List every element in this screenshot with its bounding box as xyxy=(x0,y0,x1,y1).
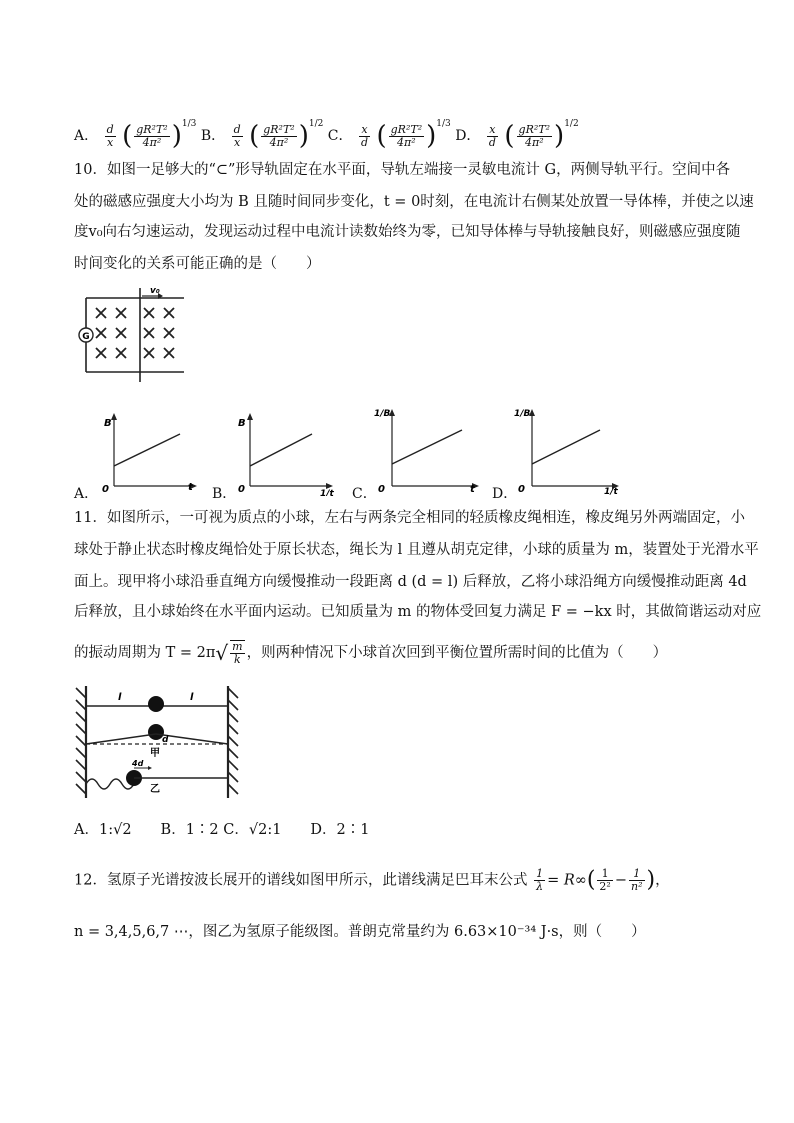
q10-graph-a-option: A． xyxy=(74,486,99,502)
q12-text-line-1 xyxy=(74,868,734,893)
q12-prefix: 12．氢原子光谱按波长展开的谱线如图甲所示，此谱线满足巴耳末公式 xyxy=(74,872,528,889)
graph-c-line xyxy=(392,430,462,464)
graph-b-ylabel: B xyxy=(238,418,246,429)
q11-frac-den: k xyxy=(234,653,241,666)
graph-a-ylabel: B xyxy=(104,418,112,429)
graph-c-xlabel: t xyxy=(470,484,475,495)
graph-a-origin: 0 xyxy=(102,484,109,495)
fig-yi-label: 乙 xyxy=(150,784,160,795)
q10-graph-c xyxy=(372,402,482,496)
v0-label: v₀ xyxy=(150,286,160,296)
q12-text-line-2: n = 3,4,5,6,7 ⋯，图乙为氢原子能级图。普朗克常量约为 6.63×10⁻³⁴ J·s，则（ ） xyxy=(74,924,646,940)
q10-text-line-4: 时间变化的关系可能正确的是（ ） xyxy=(74,256,321,272)
q11-text-line-1: 11．如图所示，一可视为质点的小球，左右与两条完全相同的轻质橡皮绳相连，橡皮绳另外两端固定，小 xyxy=(74,510,745,526)
q11-text-line-5: 的振动周期为 T = 2π√ $\frac{m}{k}$ ，则两种情况下小球首次回到平衡位置所需时间的比值为（ ） xyxy=(74,640,668,666)
q10-graph-c-option: C． xyxy=(352,486,377,502)
graph-a-line xyxy=(114,434,180,466)
graph-a-xlabel: t xyxy=(188,482,193,493)
galvanometer-label: G xyxy=(82,332,90,342)
q9-option-c: C． $\frac{x}{d}$ ( $\frac{\text{gR²T²}}{\text{4π²}}$ )$^{1/3}$ xyxy=(327,119,451,151)
q9-options-row xyxy=(74,114,724,149)
q10-graph-d xyxy=(512,402,622,496)
graph-c-ylabel: 1/B xyxy=(374,409,391,419)
q10-graph-b xyxy=(232,410,336,496)
graph-b-origin: 0 xyxy=(238,484,245,495)
balmer-formula: $\frac{1}{\lambda}$ = R∞( $\frac{1}{\text{2²}}$ − $\frac{1}{\text{n²}}$ )， xyxy=(536,867,670,893)
graph-d-ylabel: 1/B xyxy=(514,409,531,419)
fig-d-label: d xyxy=(162,735,169,745)
graph-b-xlabel: 1/t xyxy=(320,489,334,496)
fig-l-right: l xyxy=(190,692,194,703)
q11-period-suffix: ，则两种情况下小球首次回到平衡位置所需时间的比值为（ ） xyxy=(246,645,668,661)
q9-option-a: A． $\frac{d}{x}$ ( $\frac{\text{gR²T²}}{\text{4π²}}$ )$^{1/3}$ xyxy=(74,119,197,151)
q10-text-line-2: 处的磁感应强度大小均为 B 且随时间同步变化，t = 0时刻，在电流计右侧某处放置一导体棒，并使之以速 xyxy=(74,194,754,210)
q10-graph-b-option: B． xyxy=(212,486,237,502)
q11-text-line-4: 后释放，且小球始终在水平面内运动。已知质量为 m 的物体受回复力满足 F = −kx 时，其做简谐运动对应 xyxy=(74,604,762,620)
fig-l-left: l xyxy=(118,692,122,703)
q11-options: A．1:√2 B．1∶2 C．√2:1 D．2∶1 xyxy=(74,822,370,838)
graph-c-origin: 0 xyxy=(378,484,385,495)
q11-text-line-3: 面上。现甲将小球沿垂直绳方向缓慢推动一段距离 d (d = l) 后释放，乙将小球沿绳方向缓慢推动距离 4d xyxy=(74,574,747,590)
q10-graph-a xyxy=(96,410,200,496)
q10-graph-d-option: D． xyxy=(492,486,518,502)
q10-text-line-1: 10．如图一足够大的“⊂”形导轨固定在水平面，导轨左端接一灵敏电流计 G，两侧导轨平行。空间中各 xyxy=(74,162,731,178)
q11-frac-num: m xyxy=(232,640,243,653)
fig-jia-label: 甲 xyxy=(150,748,160,759)
q10-text-line-3: 度v₀向右匀速运动，发现运动过程中电流计读数始终为零，已知导体棒与导轨接触良好，则磁感应强度随 xyxy=(74,224,741,240)
q11-period-prefix: 的振动周期为 T = 2π xyxy=(74,645,216,661)
fig-4d-label: 4d xyxy=(132,759,144,768)
graph-b-line xyxy=(250,434,312,466)
graph-d-xlabel: 1/t xyxy=(604,487,618,496)
graph-d-line xyxy=(532,430,600,464)
q11-spring-figure xyxy=(72,684,242,802)
q11-text-line-2: 球处于静止状态时橡皮绳恰处于原长状态，绳长为 l 且遵从胡克定律，小球的质量为 m，装置处于光滑水平 xyxy=(74,542,759,558)
magnetic-field-crosses xyxy=(96,308,174,358)
ball-rest xyxy=(148,696,164,712)
q10-rail-figure xyxy=(72,284,192,388)
graph-d-origin: 0 xyxy=(518,484,525,495)
q9-option-d: D． $\frac{x}{d}$ ( $\frac{\text{gR²T²}}{\text{4π²}}$ )$^{1/2}$ xyxy=(455,119,579,151)
q9-option-b: B． $\frac{d}{x}$ ( $\frac{\text{gR²T²}}{\text{4π²}}$ )$^{1/2}$ xyxy=(200,119,324,151)
